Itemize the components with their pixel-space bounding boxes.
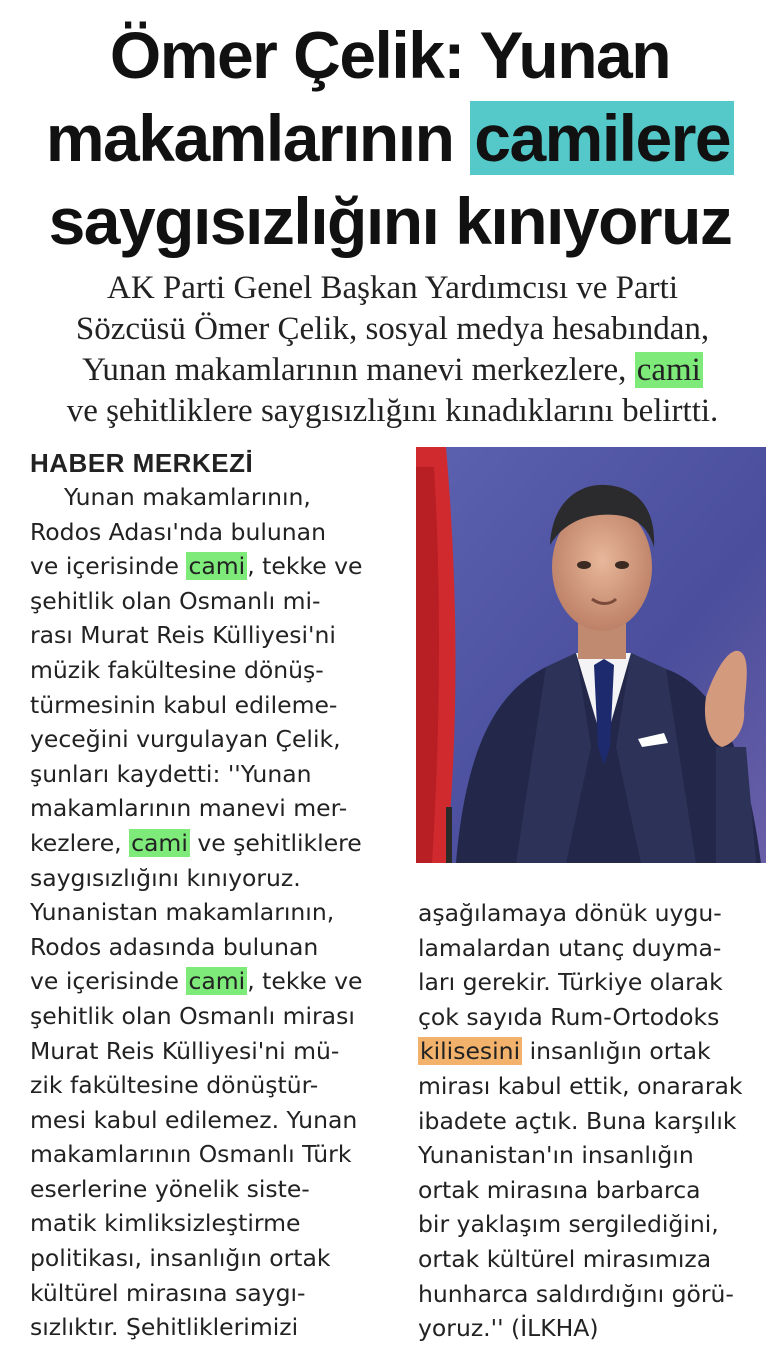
body-line: rası Murat Reis Külliyesi'ni	[30, 621, 336, 650]
body-text: ve şehitliklere	[189, 828, 362, 857]
body-line: bir yaklaşım sergilediğini,	[418, 1210, 719, 1239]
headline-line-3: saygısızlığını kınıyoruz	[48, 184, 732, 258]
body-line	[30, 549, 390, 584]
body-line: Yunanistan'ın insanlığın	[418, 1141, 694, 1170]
lead-text: Yunan makamlarının manevi merkezlere,	[82, 352, 635, 388]
lead-line-3	[20, 350, 765, 391]
lead-line-2: Sözcüsü Ömer Çelik, sosyal medya hesabından,	[75, 311, 710, 347]
body-line: makamlarının Osmanlı Türk	[30, 1140, 352, 1169]
body-line: müzik fakültesine dönüş-	[30, 655, 324, 684]
headline-highlight: camilere	[470, 101, 734, 175]
portrait-illustration	[416, 447, 766, 863]
body-line: zik fakültesine dönüştür-	[30, 1071, 319, 1100]
body-line: ortak kültürel mirasımıza	[418, 1244, 712, 1273]
body-line: şunları kaydetti: ''Yunan	[30, 759, 312, 788]
body-text: ve içerisinde	[30, 552, 187, 581]
body-highlight: cami	[131, 828, 188, 857]
lead-highlight: cami	[636, 352, 701, 388]
body-line: yoruz.'' (İLKHA)	[418, 1314, 599, 1343]
body-line: saygısızlığını kınıyoruz.	[30, 863, 301, 892]
body-line: yeceğini vurgulayan Çelik,	[30, 725, 341, 754]
body-line: Rodos Adası'nda bulunan	[30, 517, 326, 546]
body-line: eserlerine yönelik siste-	[30, 1174, 310, 1203]
body-line: Rodos adasında bulunan	[30, 932, 319, 961]
headline	[10, 14, 770, 263]
lead-line-4: ve şehitliklere saygısızlığını kınadıklarını belirtti.	[66, 393, 719, 429]
body-highlight: cami	[188, 967, 246, 996]
body-line: aşağılamaya dönük uygu-	[418, 899, 722, 927]
body-line: makamlarının manevi mer-	[30, 794, 348, 823]
body-line: ibadete açtık. Buna karşılık	[418, 1106, 737, 1135]
body-text: insanlığın ortak	[522, 1037, 711, 1066]
body-line: mirası kabul ettik, onararak	[418, 1071, 743, 1100]
headline-line-2	[10, 97, 770, 180]
body-line: politikası, insanlığın ortak	[30, 1244, 331, 1273]
body-highlight: cami	[188, 552, 246, 581]
lead-line-1: AK Parti Genel Başkan Yardımcısı ve Parti	[106, 270, 678, 306]
byline: HABER MERKEZİ	[30, 448, 254, 478]
body-line: şehitlik olan Osmanlı mirası	[30, 1001, 355, 1030]
body-line: Murat Reis Külliyesi'ni mü-	[30, 1036, 340, 1065]
body-line	[30, 826, 390, 861]
body-line: matik kimliksizleştirme	[30, 1209, 301, 1238]
body-line: şehitlik olan Osmanlı mi-	[30, 586, 321, 615]
body-highlight: kilisesini	[420, 1037, 521, 1066]
body-line: Yunan makamlarının,	[64, 483, 311, 511]
body-line: kültürel mirasına saygı-	[30, 1278, 306, 1307]
body-text: ve içerisinde	[30, 967, 187, 996]
body-column-2	[418, 896, 768, 1346]
body-line: lamalardan utanç duyma-	[418, 933, 722, 962]
body-line	[418, 1034, 768, 1069]
body-line	[30, 964, 390, 999]
body-line: mesi kabul edilemez. Yunan	[30, 1105, 358, 1134]
portrait-photo	[416, 447, 766, 863]
body-text: kezlere,	[30, 828, 130, 857]
body-line: çok sayıda Rum-Ortodoks	[418, 1002, 720, 1031]
body-line: türmesinin kabul edileme-	[30, 690, 338, 719]
headline-line-1: Ömer Çelik: Yunan	[109, 18, 671, 92]
body-line: ları gerekir. Türkiye olarak	[418, 968, 723, 997]
lead-paragraph	[20, 268, 765, 432]
body-column-1	[30, 480, 390, 1345]
body-line: ortak mirasına barbarca	[418, 1175, 701, 1204]
body-line: Yunanistan makamlarının,	[30, 898, 335, 927]
body-line: hunharca saldırdığını görü-	[418, 1279, 734, 1308]
body-text: , tekke ve	[247, 552, 363, 581]
headline-text: makamlarının	[45, 101, 471, 175]
body-line: sızlıktır. Şehitliklerimizi	[30, 1313, 299, 1342]
body-text: , tekke ve	[247, 967, 363, 996]
